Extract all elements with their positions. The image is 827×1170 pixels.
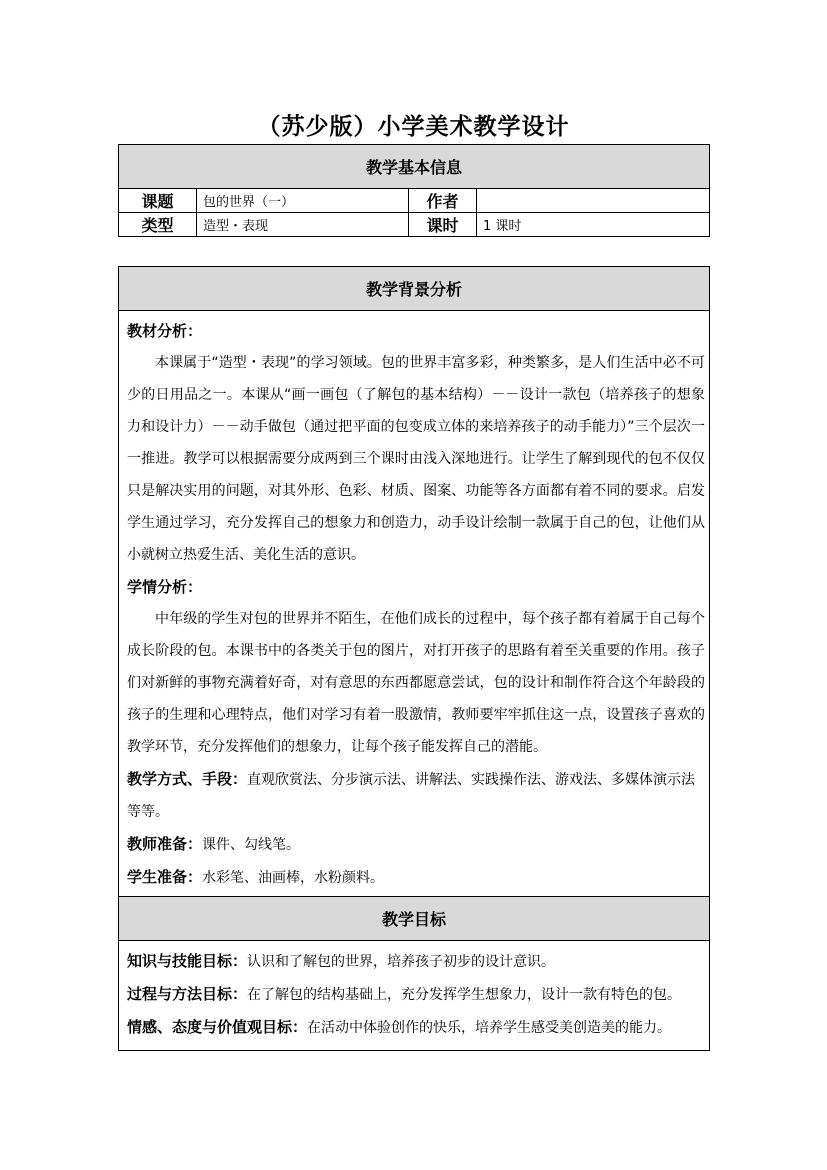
student-prep-label: 学生准备： (127, 868, 203, 886)
knowledge-goal (127, 945, 705, 978)
type-value: 造型・表现 (197, 213, 409, 237)
author-label: 作者 (409, 189, 477, 213)
process-goal (127, 978, 705, 1011)
document-title: （苏少版）小学美术教学设计 (257, 113, 570, 140)
emotion-goal-label: 情感、态度与价值观目标： (127, 1018, 308, 1036)
goals-header: 教学目标 (119, 897, 710, 941)
basic-info-table (118, 144, 710, 237)
student-prep-line (127, 861, 705, 894)
topic-label: 课题 (119, 189, 197, 213)
hours-value: 1 课时 (477, 213, 710, 237)
methods-label: 教学方式、手段： (127, 770, 248, 788)
teacher-prep-label: 教师准备： (127, 835, 203, 853)
methods-line (127, 763, 705, 828)
analysis-table (118, 266, 710, 1051)
basic-info-header: 教学基本信息 (119, 145, 710, 189)
background-header: 教学背景分析 (119, 267, 710, 311)
teacher-prep-text: 课件、勾线笔。 (202, 837, 301, 853)
background-content (119, 311, 710, 897)
teacher-prep-line (127, 828, 705, 861)
process-goal-text: 在了解包的结构基础上，充分发挥学生想象力，设计一款有特色的包。 (247, 987, 682, 1003)
material-analysis-title: 教材分析： (127, 322, 203, 340)
knowledge-goal-text: 认识和了解包的世界，培养孩子初步的设计意识。 (247, 954, 556, 970)
student-analysis-title: 学情分析： (127, 578, 203, 596)
emotion-goal (127, 1011, 705, 1044)
emotion-goal-text: 在活动中体验创作的快乐，培养学生感受美创造美的能力。 (307, 1020, 672, 1036)
goals-content (119, 941, 710, 1051)
student-analysis-text: 中年级的学生对包的世界并不陌生，在他们成长的过程中，每个孩子都有着属于自己每个成长阶段的包。本课书中的各类关于包的图片，对打开孩子的思路有着至关重要的作用。孩子们对新鲜的事物充满着好奇，对有意思的东西都愿意尝试，包的设计和制作符合这个年龄段的孩子的生理和心理特点，他们对学习有着一股激情，教师要牢牢抓住这一点，设置孩子喜欢的教学环节，充分发挥他们的想象力，让每个孩子能发挥自己的潜能。 (127, 611, 705, 755)
student-prep-text: 水彩笔、油画棒，水粉颜料。 (202, 870, 385, 886)
knowledge-goal-label: 知识与技能目标： (127, 952, 248, 970)
process-goal-label: 过程与方法目标： (127, 985, 248, 1003)
methods-text: 直观欣赏法、分步演示法、讲解法、实践操作法、游戏法、多媒体演示法等等。 (127, 772, 696, 820)
hours-label: 课时 (409, 213, 477, 237)
topic-value: 包的世界（一） (197, 189, 409, 213)
material-analysis-text: 本课属于“造型・表现”的学习领域。包的世界丰富多彩，种类繁多，是人们生活中必不可少的日用品之一。本课从“画一画包（了解包的基本结构）－－设计一款包（培养孩子的想象力和设计力）－－动手做包（通过把平面的包变成立体的来培养孩子的动手能力）”三个层次一一推进。教学可以根据需要分成两到三个课时由浅入深地进行。让学生了解到现代的包不仅仅只是解决实用的问题，对其外形、色彩、材质、图案、功能等各方面都有着不同的要求。启发学生通过学习，充分发挥自己的想象力和创造力，动手设计绘制一款属于自己的包，让他们从小就树立热爱生活、美化生活的意识。 (127, 355, 705, 563)
author-value (477, 189, 710, 213)
type-label: 类型 (119, 213, 197, 237)
